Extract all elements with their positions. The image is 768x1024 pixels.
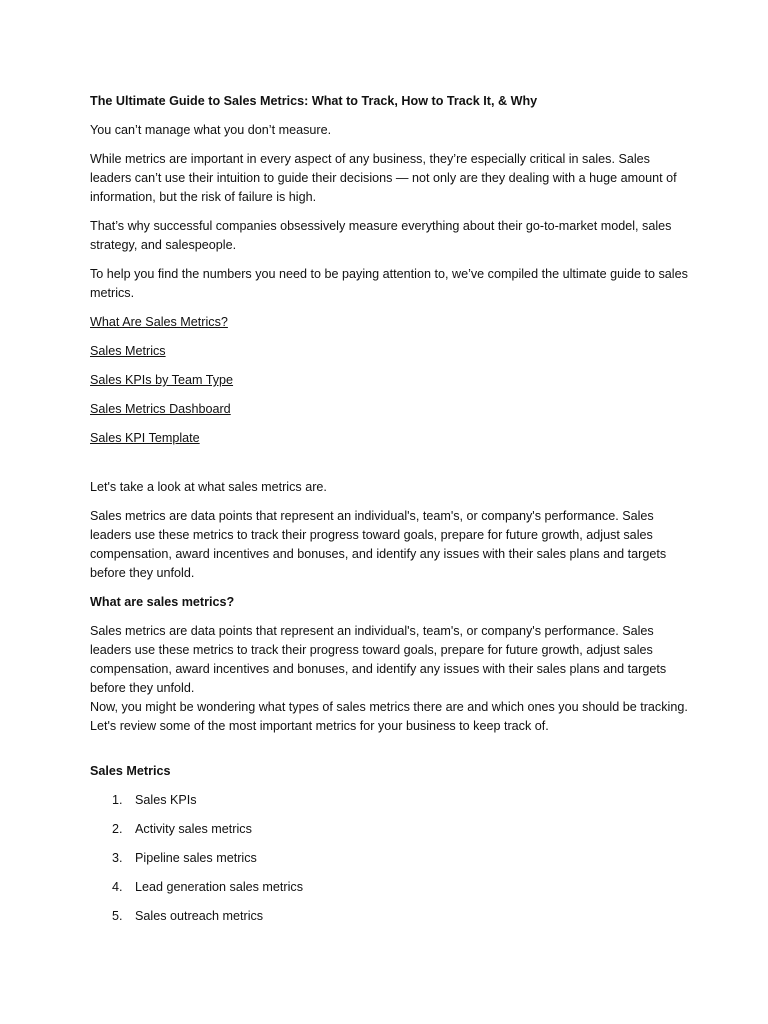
what-are-sales-metrics-heading: What are sales metrics? xyxy=(90,595,235,609)
sales-metrics-list xyxy=(90,791,690,926)
table-of-contents xyxy=(90,313,690,448)
list-item-label: Sales outreach metrics xyxy=(135,909,264,923)
toc-link-sales-metrics-dashboard[interactable]: Sales Metrics Dashboard xyxy=(90,402,231,416)
list-item-number: 2. xyxy=(112,822,123,836)
spacer xyxy=(90,458,690,478)
list-item-label: Pipeline sales metrics xyxy=(135,851,257,865)
toc-link-sales-kpis-by-team-type[interactable]: Sales KPIs by Team Type xyxy=(90,373,234,387)
list-item xyxy=(90,878,690,897)
sales-metrics-heading: Sales Metrics xyxy=(90,764,171,778)
document-page xyxy=(90,92,690,936)
intro-paragraph-3: That’s why successful companies obsessively measure everything about their go-to-market model, sales strategy, and salespeople. xyxy=(90,219,672,252)
list-item-number: 3. xyxy=(112,851,123,865)
list-item xyxy=(90,907,690,926)
list-item-number: 4. xyxy=(112,880,123,894)
lookahead-paragraph: Let's take a look at what sales metrics are. xyxy=(90,480,327,494)
list-item-label: Activity sales metrics xyxy=(135,822,252,836)
list-item-number: 1. xyxy=(112,793,123,807)
list-item-number: 5. xyxy=(112,909,123,923)
intro-paragraph-1: You can’t manage what you don’t measure. xyxy=(90,123,332,137)
wondering-paragraph: Now, you might be wondering what types of sales metrics there are and which ones you should be tracking. Let's review some of the most important metrics for your business to keep track of. xyxy=(90,700,688,733)
toc-link-what-are-sales-metrics[interactable]: What Are Sales Metrics? xyxy=(90,315,228,329)
toc-link-sales-metrics[interactable]: Sales Metrics xyxy=(90,344,166,358)
definition-paragraph-1: Sales metrics are data points that represent an individual's, team's, or company's performance. Sales leaders use these metrics to track their progress toward goals, prepare for future growth, adjust sales compensation, award incentives and bonuses, and identify any issues with their sales plans and targets before they unfold. xyxy=(90,509,667,580)
list-item-label: Sales KPIs xyxy=(135,793,197,807)
intro-paragraph-2: While metrics are important in every aspect of any business, they’re especially critical in sales. Sales leaders can’t use their intuition to guide their decisions — not only are they dealing with a huge amount of information, but the risk of failure is high. xyxy=(90,152,677,204)
toc-link-sales-kpi-template[interactable]: Sales KPI Template xyxy=(90,431,200,445)
list-item xyxy=(90,791,690,810)
intro-paragraph-4: To help you find the numbers you need to be paying attention to, we’ve compiled the ultimate guide to sales metrics. xyxy=(90,267,688,300)
list-item xyxy=(90,849,690,868)
list-item xyxy=(90,820,690,839)
list-item-label: Lead generation sales metrics xyxy=(135,880,304,894)
definition-paragraph-2: Sales metrics are data points that represent an individual's, team's, or company's performance. Sales leaders use these metrics to track their progress toward goals, prepare for future growth, adjust sales compensation, award incentives and bonuses, and identify any issues with their sales plans and targets before they unfold. xyxy=(90,624,667,695)
document-title: The Ultimate Guide to Sales Metrics: What to Track, How to Track It, & Why xyxy=(90,94,538,108)
